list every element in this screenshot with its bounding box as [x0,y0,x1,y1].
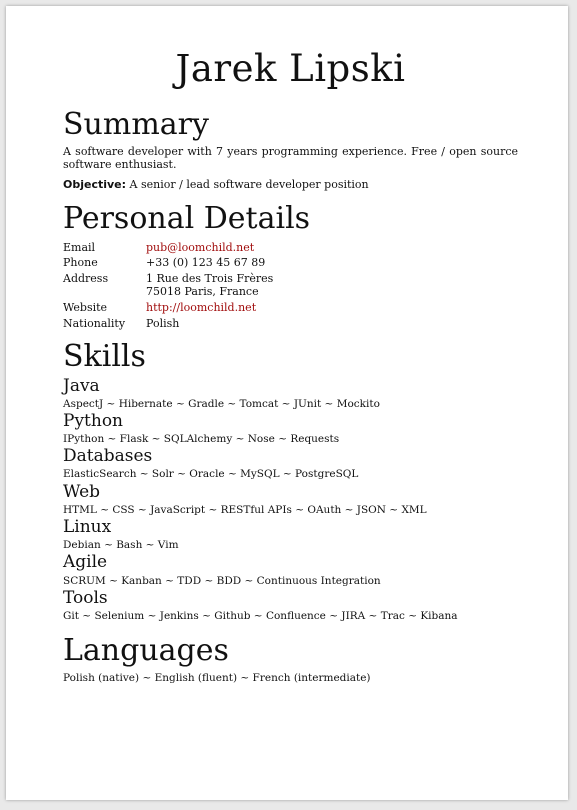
nationality-label: Nationality [63,317,126,330]
objective-text: A senior / lead software developer position [129,178,369,191]
skill-group-items: SCRUM ~ Kanban ~ TDD ~ BDD ~ Continuous Integration [63,575,381,587]
personal-details-heading: Personal Details [63,201,311,236]
skill-group-items: Git ~ Selenium ~ Jenkins ~ Github ~ Confluence ~ JIRA ~ Trac ~ Kibana [63,610,458,622]
summary-text: A software developer with 7 years programming experience. Free / open source software enthusiast. [63,145,518,171]
skill-group-title: Tools [63,588,108,608]
objective-line [63,178,369,191]
summary-heading: Summary [63,107,209,142]
nationality-value: Polish [146,317,180,330]
skill-group-items: ElasticSearch ~ Solr ~ Oracle ~ MySQL ~ PostgreSQL [63,468,359,480]
objective-label: Objective: [63,178,127,191]
resume-page [6,6,568,800]
phone-label: Phone [63,256,98,269]
skill-group-title: Web [63,482,101,502]
email-label: Email [63,241,96,254]
skill-group-title: Databases [63,446,153,466]
address-line-2: 75018 Paris, France [146,285,259,298]
address-line-1: 1 Rue des Trois Frères [146,272,274,285]
website-label: Website [63,301,108,314]
phone-value: +33 (0) 123 45 67 89 [146,256,266,269]
skill-group-title: Java [63,376,100,396]
website-link[interactable]: http://loomchild.net [146,301,257,314]
skill-group-items: IPython ~ Flask ~ SQLAlchemy ~ Nose ~ Requests [63,433,340,445]
skill-group-items: Debian ~ Bash ~ Vim [63,539,179,551]
languages-text: Polish (native) ~ English (fluent) ~ French (intermediate) [63,672,371,684]
skill-group-title: Agile [63,552,108,572]
skill-group-items: AspectJ ~ Hibernate ~ Gradle ~ Tomcat ~ JUnit ~ Mockito [63,398,380,410]
languages-heading: Languages [63,633,229,668]
address-label: Address [63,272,109,285]
email-link[interactable]: pub@loomchild.net [146,241,255,254]
skill-group-title: Linux [63,517,112,537]
skill-group-title: Python [63,411,124,431]
skill-group-items: HTML ~ CSS ~ JavaScript ~ RESTful APIs ~ OAuth ~ JSON ~ XML [63,504,427,516]
resume-name: Jarek Lipski [175,47,406,90]
skills-heading: Skills [63,339,146,374]
